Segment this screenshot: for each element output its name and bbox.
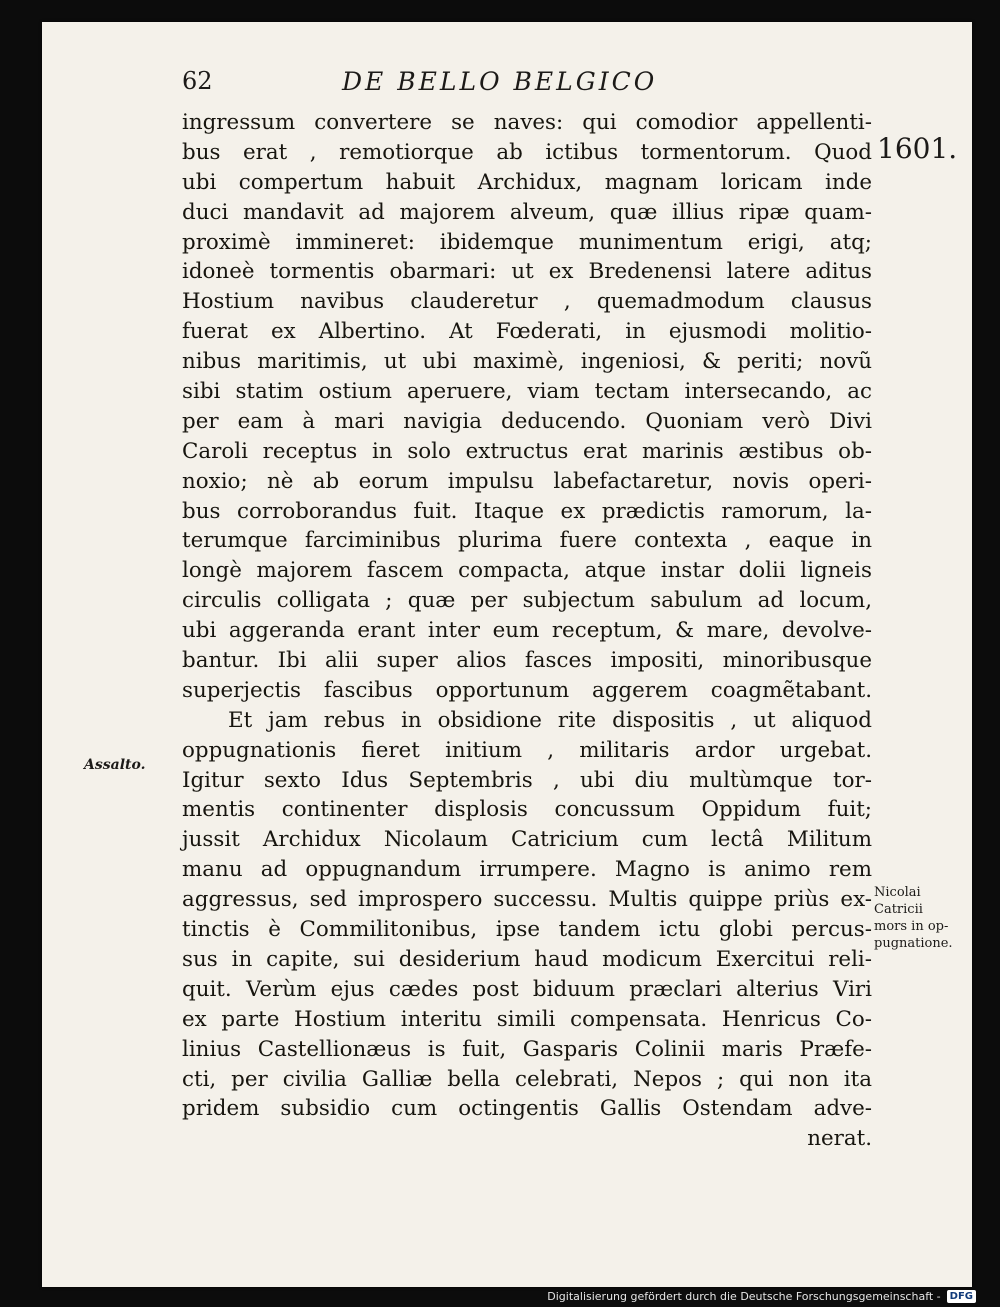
text-line: aggressus, sed improspero successu. Multis quippe priùs ex- — [182, 887, 872, 913]
margin-note-line: pugnatione. — [874, 936, 953, 951]
text-line: oppugnationis fieret initium , militaris ardor urgebat. — [182, 737, 872, 763]
margin-note-assalto: Assalto. — [84, 757, 146, 773]
text-line: superjectis fascibus opportunum aggerem coagmẽtabant. — [182, 677, 872, 703]
text-line: tinctis è Commilitonibus, ipse tandem ictu globi percus- — [182, 917, 872, 943]
text-line: terumque farciminibus plurima fuere contexta , eaque in — [182, 528, 872, 554]
margin-year: 1601. — [877, 132, 958, 165]
text-line: bus corroborandus fuit. Itaque ex prædictis ramorum, la- — [182, 498, 872, 524]
text-line: cti, per civilia Galliæ bella celebrati, Nepos ; qui non ita — [182, 1066, 872, 1092]
text-line: ex parte Hostium interitu simili compensata. Henricus Co- — [182, 1006, 872, 1032]
text-line: nerat. — [807, 1126, 872, 1152]
bleed-through-shadow — [42, 492, 78, 582]
text-line: idoneè tormentis obarmari: ut ex Bredenensi latere aditus — [182, 259, 872, 285]
text-line: noxio; nè ab eorum impulsu labefactaretur, novis operi- — [182, 468, 872, 494]
margin-note-catricii — [874, 884, 972, 952]
dfg-logo: DFG — [947, 1290, 976, 1303]
text-line: sibi statim ostium aperuere, viam tectam intersecando, ac — [182, 379, 872, 405]
text-line: duci mandavit ad majorem alveum, quæ illius ripæ quam- — [182, 199, 872, 225]
footer-text: Digitalisierung gefördert durch die Deutsche Forschungsgemeinschaft - — [547, 1290, 941, 1303]
text-line: jussit Archidux Nicolaum Catricium cum lectâ Militum — [182, 827, 872, 853]
text-line: longè majorem fascem compacta, atque instar dolii ligneis — [182, 558, 872, 584]
text-line: mentis continenter displosis concussum Oppidum fuit; — [182, 797, 872, 823]
body-text — [182, 108, 872, 1154]
text-line: linius Castellionæus is fuit, Gasparis Colinii maris Præfe- — [182, 1036, 872, 1062]
text-line: ubi aggeranda erant inter eum receptum, & mare, devolve- — [182, 618, 872, 644]
text-line: proximè immineret: ibidemque munimentum erigi, atq; — [182, 229, 872, 255]
margin-note-line: Nicolai — [874, 885, 921, 900]
text-line: Hostium navibus clauderetur , quemadmodum clausus — [182, 289, 872, 315]
text-line: manu ad oppugnandum irrumpere. Magno is animo rem — [182, 857, 872, 883]
text-line: pridem subsidio cum octingentis Gallis Ostendam adve- — [182, 1096, 872, 1122]
text-line: ubi compertum habuit Archidux, magnam loricam inde — [182, 169, 872, 195]
book-page — [42, 22, 972, 1287]
text-line: Caroli receptus in solo extructus erat marinis æstibus ob- — [182, 438, 872, 464]
margin-note-line: mors in op- — [874, 919, 949, 934]
text-line: Et jam rebus in obsidione rite dispositis , ut aliquod — [228, 707, 872, 733]
text-line: Igitur sexto Idus Septembris , ubi diu multùmque tor- — [182, 767, 872, 793]
text-line: fuerat ex Albertino. At Fœderati, in ejusmodi molitio- — [182, 319, 872, 345]
text-line: quit. Verùm ejus cædes post biduum præclari alterius Viri — [182, 976, 872, 1002]
text-line: ingressum convertere se naves: qui comodior appellenti- — [182, 110, 872, 135]
text-line: nibus maritimis, ut ubi maximè, ingeniosi, & periti; novũ — [182, 349, 872, 375]
text-line: bus erat , remotiorque ab ictibus tormentorum. Quod — [182, 139, 872, 165]
page-number: 62 — [182, 67, 213, 95]
digitization-footer — [547, 1290, 976, 1303]
margin-note-line: Catricii — [874, 902, 923, 917]
text-line: sus in capite, sui desiderium haud modicum Exercitui reli- — [182, 946, 872, 972]
text-line: bantur. Ibi alii super alios fasces impositi, minoribusque — [182, 648, 872, 674]
running-head: DE BELLO BELGICO — [342, 67, 658, 96]
text-line: per eam à mari navigia deducendo. Quoniam verò Divi — [182, 408, 872, 434]
text-line: circulis colligata ; quæ per subjectum sabulum ad locum, — [182, 588, 872, 614]
